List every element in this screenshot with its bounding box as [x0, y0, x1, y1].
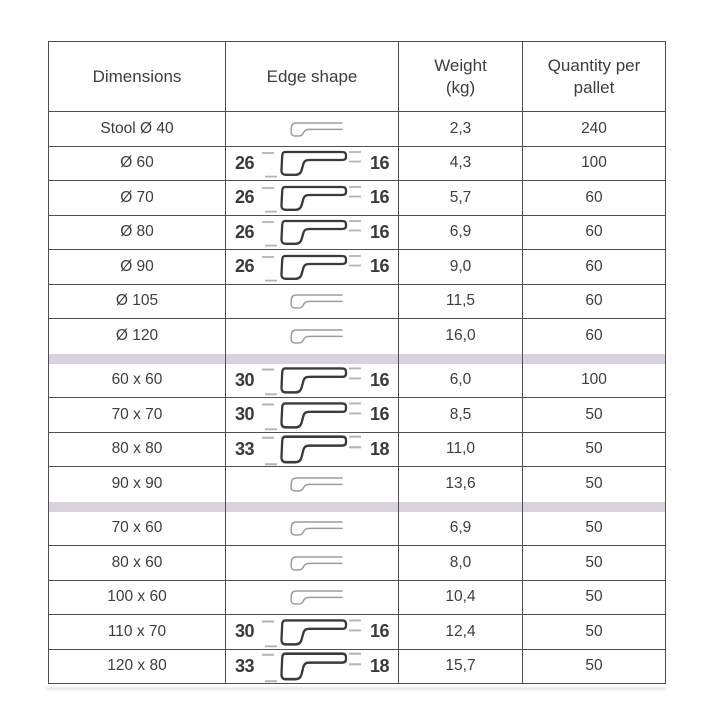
edge-shape-cell: [226, 319, 399, 354]
edge-shape-cell: [226, 181, 399, 216]
header-quantity: [523, 42, 666, 112]
edge-profile-slot: [260, 148, 364, 178]
quantity-cell: [523, 364, 666, 399]
quantity-value: 100: [581, 371, 607, 389]
edge-profile-plain-icon: [279, 553, 345, 573]
quantity-value: 240: [581, 119, 607, 137]
quantity-cell: [523, 147, 666, 182]
spec-table-body: [49, 112, 666, 684]
edge-profile-plain-icon: [279, 587, 345, 607]
dimensions-label: 120 x 80: [107, 657, 167, 675]
edge-thickness-left-label: 30: [234, 369, 254, 390]
dimensions-label: 60 x 60: [111, 371, 163, 389]
table-row: [49, 650, 666, 685]
weight-cell: [399, 581, 523, 616]
edge-shape-cell: [226, 147, 399, 182]
spec-table: [48, 41, 666, 684]
weight-cell: [399, 467, 523, 502]
edge-profile-slot: [260, 400, 364, 430]
weight-value: 11,0: [445, 440, 476, 458]
table-row: [49, 181, 666, 216]
edge-shape-cell: [226, 364, 399, 399]
quantity-value: 60: [585, 327, 603, 345]
dimensions-label: 80 x 60: [111, 553, 163, 571]
edge-shape-cell: [226, 467, 399, 502]
dimensions-cell: [49, 319, 226, 354]
edge-thickness-right-label: 16: [370, 369, 390, 390]
edge-profile-slot: [260, 365, 364, 395]
edge-thickness-left-label: 26: [234, 187, 254, 208]
header-edge-shape: [226, 42, 399, 112]
weight-value: 9,0: [449, 257, 472, 275]
table-row: [49, 512, 666, 547]
weight-cell: [399, 615, 523, 650]
edge-shape-cell: [226, 512, 399, 547]
section-divider-bar: [49, 502, 666, 512]
table-bottom-shadow: [46, 687, 666, 690]
quantity-value: 50: [585, 519, 603, 537]
edge-profile-slot: [260, 252, 364, 282]
quantity-cell: [523, 319, 666, 354]
edge-thickness-left-label: 33: [234, 438, 254, 459]
edge-profile-slot: [260, 617, 364, 647]
edge-profile-dimensioned-icon: [260, 217, 364, 247]
edge-profile-slot: [260, 587, 364, 607]
dimensions-cell: [49, 512, 226, 547]
quantity-cell: [523, 250, 666, 285]
weight-cell: [399, 364, 523, 399]
weight-value: 6,9: [449, 223, 472, 241]
quantity-cell: [523, 581, 666, 616]
weight-cell: [399, 319, 523, 354]
weight-cell: [399, 216, 523, 251]
edge-profile-plain-icon: [279, 291, 345, 311]
dimensions-cell: [49, 650, 226, 685]
quantity-cell: [523, 546, 666, 581]
dimensions-cell: [49, 467, 226, 502]
edge-shape-cell: [226, 285, 399, 320]
dimensions-label: 110 x 70: [107, 622, 167, 640]
table-row: [49, 364, 666, 399]
edge-shape-diagram: [226, 112, 398, 146]
edge-thickness-left-label: 33: [234, 655, 254, 676]
edge-shape-diagram: [226, 398, 398, 432]
quantity-value: 60: [585, 257, 603, 275]
edge-shape-cell: [226, 433, 399, 468]
dimensions-label: 70 x 70: [111, 405, 163, 423]
edge-thickness-right-label: 16: [370, 256, 390, 277]
edge-thickness-left-label: 30: [234, 621, 254, 642]
divider-cell: [49, 502, 226, 512]
weight-value: 5,7: [449, 188, 472, 206]
quantity-cell: [523, 285, 666, 320]
table-row: [49, 250, 666, 285]
header-edge-shape-label: Edge shape: [266, 66, 358, 86]
table-row: [49, 433, 666, 468]
quantity-cell: [523, 112, 666, 147]
dimensions-cell: [49, 181, 226, 216]
weight-value: 4,3: [449, 154, 472, 172]
table-row: [49, 216, 666, 251]
table-row: [49, 398, 666, 433]
edge-shape-diagram: [226, 615, 398, 649]
edge-thickness-left-label: 26: [234, 152, 254, 173]
edge-shape-diagram: [226, 216, 398, 250]
dimensions-cell: [49, 433, 226, 468]
quantity-value: 50: [585, 657, 603, 675]
edge-shape-diagram: [226, 467, 398, 502]
edge-shape-diagram: [226, 364, 398, 398]
dimensions-cell: [49, 546, 226, 581]
dimensions-cell: [49, 250, 226, 285]
dimensions-cell: [49, 581, 226, 616]
dimensions-cell: [49, 364, 226, 399]
weight-cell: [399, 650, 523, 685]
weight-cell: [399, 250, 523, 285]
divider-cell: [399, 502, 523, 512]
edge-profile-slot: [260, 291, 364, 311]
quantity-cell: [523, 181, 666, 216]
weight-value: 12,4: [445, 622, 476, 640]
edge-profile-slot: [260, 183, 364, 213]
header-dimensions-label: Dimensions: [92, 66, 182, 86]
edge-shape-cell: [226, 581, 399, 616]
edge-shape-cell: [226, 615, 399, 650]
edge-profile-dimensioned-icon: [260, 399, 364, 431]
weight-cell: [399, 546, 523, 581]
table-row: [49, 615, 666, 650]
dimensions-label: 90 x 90: [111, 475, 163, 493]
edge-profile-slot: [260, 119, 364, 139]
weight-cell: [399, 398, 523, 433]
dimensions-label: Ø 80: [120, 223, 154, 241]
weight-value: 6,0: [449, 371, 472, 389]
quantity-cell: [523, 216, 666, 251]
divider-cell: [523, 354, 666, 364]
edge-thickness-right-label: 16: [370, 152, 390, 173]
edge-shape-diagram: [226, 285, 398, 319]
quantity-value: 50: [585, 622, 603, 640]
edge-profile-slot: [260, 553, 364, 573]
edge-shape-diagram: [226, 650, 398, 684]
edge-thickness-right-label: 16: [370, 621, 390, 642]
edge-shape-diagram: [226, 250, 398, 284]
edge-profile-plain-icon: [279, 326, 345, 346]
quantity-value: 50: [585, 405, 603, 423]
quantity-value: 100: [581, 154, 607, 172]
quantity-cell: [523, 512, 666, 547]
edge-profile-slot: [260, 474, 364, 494]
edge-shape-cell: [226, 112, 399, 147]
quantity-value: 60: [585, 223, 603, 241]
dimensions-cell: [49, 216, 226, 251]
dimensions-cell: [49, 615, 226, 650]
quantity-value: 50: [585, 475, 603, 493]
dimensions-label: Ø 70: [120, 188, 154, 206]
edge-shape-cell: [226, 216, 399, 251]
dimensions-label: Ø 120: [115, 327, 159, 345]
quantity-value: 50: [585, 553, 603, 571]
table-row: [49, 112, 666, 147]
weight-value: 8,0: [449, 553, 472, 571]
quantity-cell: [523, 650, 666, 685]
divider-cell: [399, 354, 523, 364]
edge-profile-dimensioned-icon: [260, 252, 364, 282]
weight-cell: [399, 512, 523, 547]
header-quantity-line1: Quantity per: [547, 55, 641, 75]
weight-cell: [399, 433, 523, 468]
edge-profile-plain-icon: [279, 518, 345, 538]
dimensions-label: 80 x 80: [111, 440, 163, 458]
quantity-cell: [523, 467, 666, 502]
weight-value: 8,5: [449, 405, 472, 423]
weight-cell: [399, 147, 523, 182]
dimensions-label: Ø 60: [120, 154, 154, 172]
edge-profile-slot: [260, 326, 364, 346]
edge-shape-diagram: [226, 546, 398, 580]
header-weight-line2: (kg): [445, 77, 476, 97]
edge-shape-diagram: [226, 433, 398, 467]
edge-profile-dimensioned-icon: [260, 649, 364, 683]
header-quantity-line2: pallet: [573, 77, 615, 97]
quantity-cell: [523, 615, 666, 650]
divider-cell: [49, 354, 226, 364]
edge-profile-slot: [260, 518, 364, 538]
edge-thickness-right-label: 18: [370, 438, 390, 459]
quantity-cell: [523, 433, 666, 468]
dimensions-label: 100 x 60: [107, 588, 167, 606]
edge-shape-diagram: [226, 581, 398, 615]
quantity-value: 50: [585, 440, 603, 458]
divider-cell: [523, 502, 666, 512]
divider-cell: [226, 354, 399, 364]
edge-profile-dimensioned-icon: [260, 432, 364, 466]
edge-shape-cell: [226, 250, 399, 285]
edge-profile-plain-icon: [279, 119, 345, 139]
edge-thickness-right-label: 16: [370, 187, 390, 208]
edge-shape-diagram: [226, 181, 398, 215]
header-dimensions: [49, 42, 226, 112]
weight-cell: [399, 285, 523, 320]
dimensions-cell: [49, 398, 226, 433]
edge-shape-cell: [226, 398, 399, 433]
edge-profile-plain-icon: [279, 474, 345, 494]
edge-thickness-left-label: 26: [234, 256, 254, 277]
edge-shape-cell: [226, 650, 399, 685]
weight-value: 10,4: [445, 588, 476, 606]
section-divider-bar: [49, 354, 666, 364]
quantity-value: 60: [585, 188, 603, 206]
edge-shape-diagram: [226, 147, 398, 181]
weight-cell: [399, 181, 523, 216]
dimensions-cell: [49, 112, 226, 147]
edge-thickness-right-label: 16: [370, 404, 390, 425]
edge-profile-dimensioned-icon: [260, 183, 364, 213]
divider-cell: [226, 502, 399, 512]
dimensions-label: 70 x 60: [111, 519, 163, 537]
quantity-cell: [523, 398, 666, 433]
edge-profile-dimensioned-icon: [260, 616, 364, 648]
dimensions-cell: [49, 147, 226, 182]
edge-thickness-right-label: 18: [370, 655, 390, 676]
weight-value: 11,5: [445, 292, 476, 310]
edge-thickness-right-label: 16: [370, 221, 390, 242]
weight-value: 13,6: [445, 475, 476, 493]
dimensions-label: Ø 90: [120, 257, 154, 275]
edge-shape-diagram: [226, 512, 398, 546]
table-row: [49, 581, 666, 616]
weight-value: 2,3: [449, 119, 472, 137]
edge-thickness-left-label: 26: [234, 221, 254, 242]
quantity-value: 60: [585, 292, 603, 310]
table-row: [49, 467, 666, 502]
edge-profile-slot: [260, 651, 364, 681]
header-weight: [399, 42, 523, 112]
weight-value: 16,0: [445, 327, 476, 345]
table-row: [49, 285, 666, 320]
table-row: [49, 546, 666, 581]
weight-value: 15,7: [445, 657, 476, 675]
weight-value: 6,9: [449, 519, 472, 537]
quantity-value: 50: [585, 588, 603, 606]
header-weight-line1: Weight: [434, 55, 487, 75]
edge-profile-slot: [260, 434, 364, 464]
header-row: [49, 42, 666, 112]
table-row: [49, 147, 666, 182]
edge-profile-dimensioned-icon: [260, 365, 364, 397]
dimensions-label: Ø 105: [115, 292, 159, 310]
dimensions-label: Stool Ø 40: [100, 119, 174, 137]
edge-shape-diagram: [226, 319, 398, 354]
dimensions-cell: [49, 285, 226, 320]
table-row: [49, 319, 666, 354]
edge-shape-cell: [226, 546, 399, 581]
edge-profile-slot: [260, 217, 364, 247]
edge-thickness-left-label: 30: [234, 404, 254, 425]
weight-cell: [399, 112, 523, 147]
edge-profile-dimensioned-icon: [260, 148, 364, 178]
